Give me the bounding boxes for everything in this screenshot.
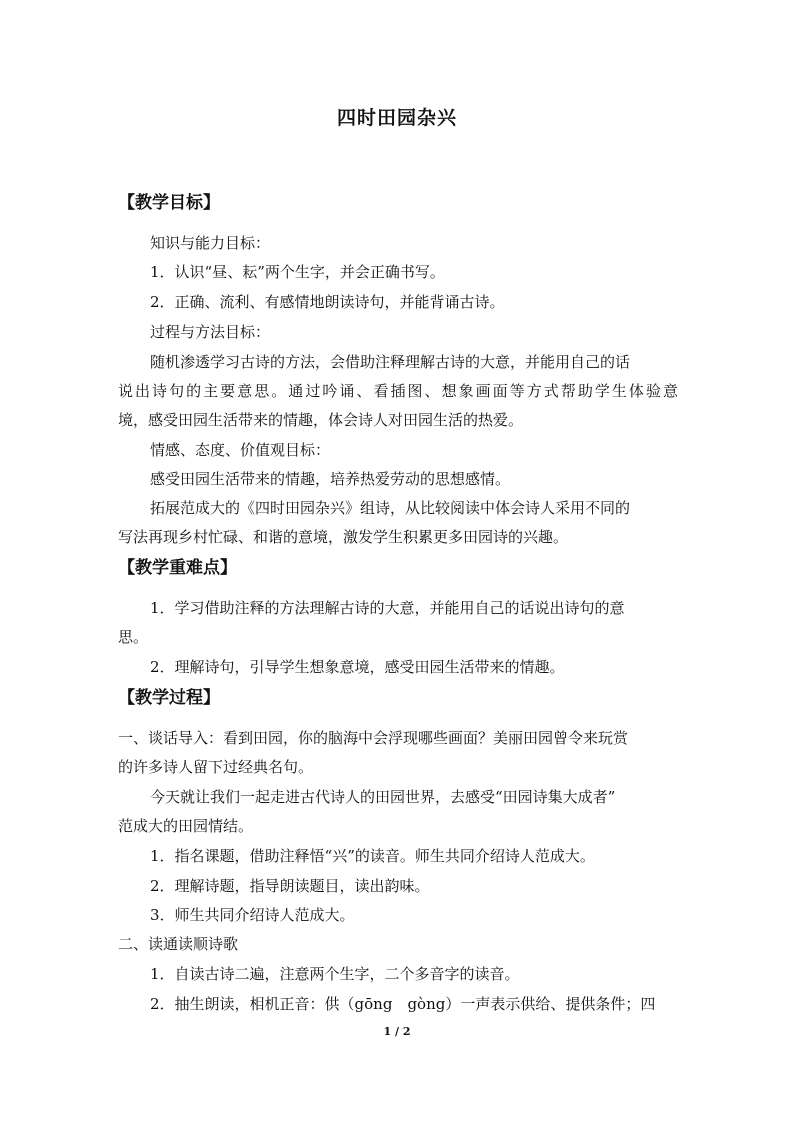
paragraph-line: 知识与能力目标： (150, 234, 271, 252)
list-item: 1．学习借助注释的方法理解古诗的大意，并能用自己的话说出诗句的意 (150, 599, 625, 617)
paragraph-line: 过程与方法目标： (150, 323, 271, 341)
paragraph-line: 拓展范成大的《四时田园杂兴》组诗，从比较阅读中体会诗人采用不同的 (150, 499, 631, 517)
section-heading-goals: 【教学目标】 (118, 193, 220, 213)
paragraph-line: 写法再现乡村忙碌、和谐的意境，激发学生积累更多田园诗的兴趣。 (118, 528, 569, 546)
list-item: 2．理解诗句，引导学生想象意境，感受田园生活带来的情趣。 (150, 658, 565, 676)
paragraph-line: 范成大的田园情结。 (118, 817, 254, 835)
list-item: 1．认识“昼、耘”两个生字，并会正确书写。 (150, 263, 445, 281)
paragraph-line: 说出诗句的主要意思。通过吟诵、看插图、想象画面等方式帮助学生体验意 (118, 382, 678, 400)
list-item: 1．指名课题，借助注释悟“兴”的读音。师生共同介绍诗人范成大。 (150, 847, 595, 865)
paragraph-line: 思。 (118, 628, 149, 646)
list-item: 2．抽生朗读，相机正音：供（gōng gòng）一声表示供给、提供条件；四 (150, 995, 656, 1013)
paragraph-line: 一、谈话导入：看到田园，你的脑海中会浮现哪些画面？美丽田园曾令来玩赏 (118, 729, 629, 747)
page-title: 四时田园杂兴 (336, 107, 457, 129)
list-item: 3．师生共同介绍诗人范成大。 (150, 906, 355, 924)
list-item: 2．正确、流利、有感情地朗读诗句，并能背诵古诗。 (150, 293, 505, 311)
paragraph-line: 感受田园生活带来的情趣，培养热爱劳动的思想感情。 (150, 470, 511, 488)
section-heading-process: 【教学过程】 (118, 688, 220, 708)
list-item: 1．自读古诗二遍，注意两个生字，二个多音字的读音。 (150, 965, 520, 983)
section-heading-keypoints: 【教学重难点】 (118, 558, 237, 578)
paragraph-line: 境，感受田园生活带来的情趣，体会诗人对田园生活的热爱。 (118, 411, 524, 429)
list-item: 2．理解诗题，指导朗读题目，读出韵味。 (150, 877, 430, 895)
paragraph-line: 情感、态度、价值观目标： (150, 441, 331, 459)
paragraph-line: 二、读通读顺诗歌 (118, 935, 239, 953)
paragraph-line: 的许多诗人留下过经典名句。 (118, 758, 314, 776)
page-number: 1 / 2 (383, 1025, 411, 1038)
paragraph-line: 今天就让我们一起走进古代诗人的田园世界，去感受“田园诗集大成者” (150, 788, 616, 806)
paragraph-line: 随机渗透学习古诗的方法，会借助注释理解古诗的大意，并能用自己的话 (150, 353, 631, 371)
